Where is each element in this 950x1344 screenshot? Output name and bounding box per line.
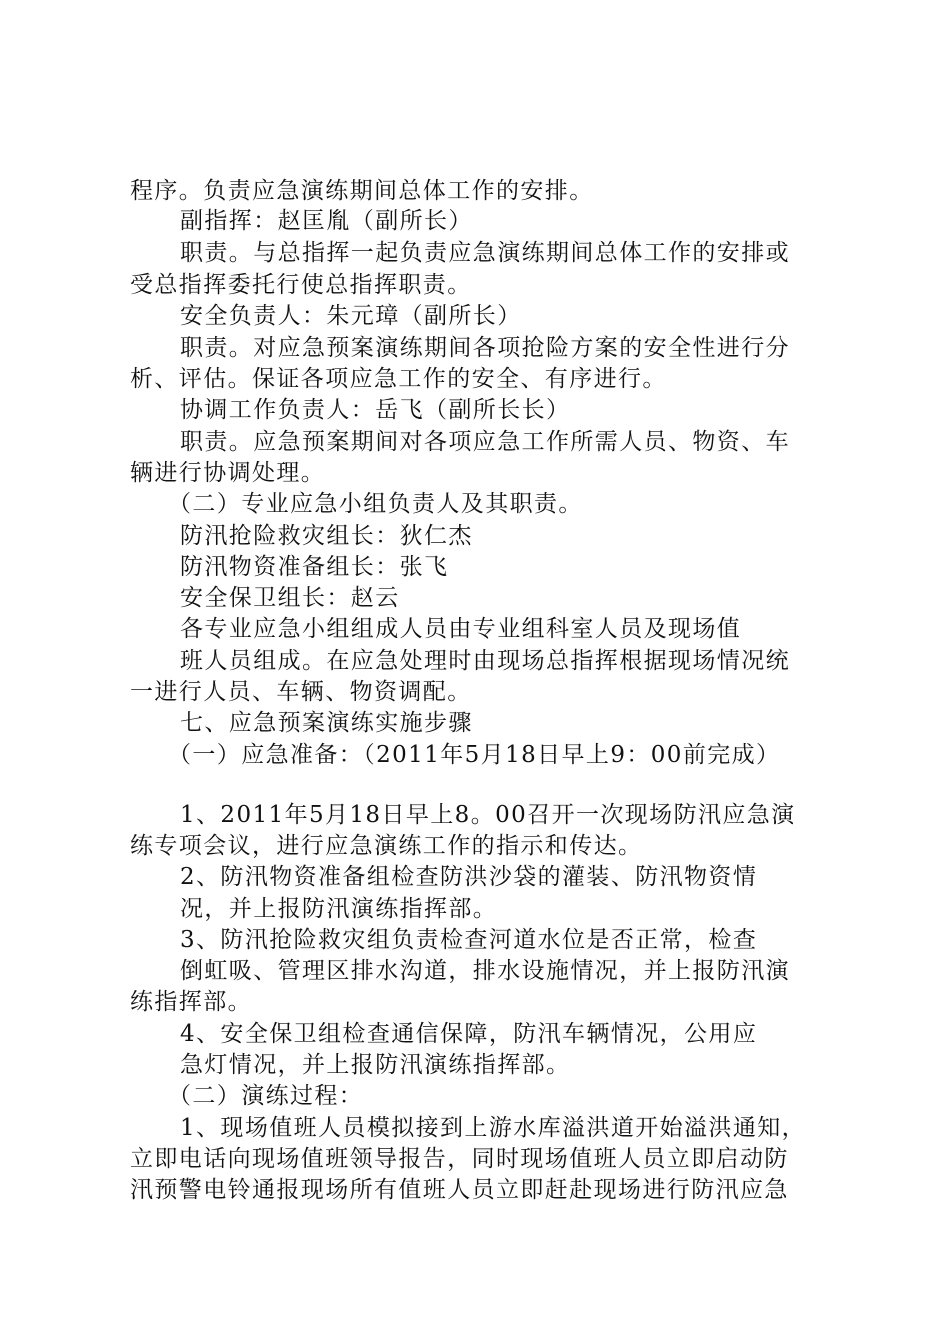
text-line: （一）应急准备：（2011年5月18日早上9：00前完成） (168, 742, 781, 768)
text-line: 辆进行协调处理。 (130, 460, 326, 486)
text-line: 练专项会议，进行应急演练工作的指示和传达。 (130, 833, 643, 859)
text-line: 4、安全保卫组检查通信保障，防汛车辆情况，公用应 (180, 1021, 758, 1047)
text-line: 1、现场值班人员模拟接到上游水库溢洪道开始溢洪通知， (180, 1115, 807, 1141)
text-line: 立即电话向现场值班领导报告，同时现场值班人员立即启动防 (130, 1146, 789, 1172)
text-line: 2、防汛物资准备组检查防洪沙袋的灌装、防汛物资情 (180, 864, 758, 890)
text-line: 协调工作负责人：岳飞（副所长长） (180, 397, 571, 423)
text-line: 安全保卫组长：赵云 (180, 585, 400, 611)
text-line: 各专业应急小组组成人员由专业组科室人员及现场值 (180, 616, 742, 642)
text-line: 析、评估。保证各项应急工作的安全、有序进行。 (130, 366, 667, 392)
text-line: 倒虹吸、管理区排水沟道，排水设施情况，并上报防汛演 (180, 958, 790, 984)
text-line: 况，并上报防汛演练指挥部。 (180, 896, 498, 922)
text-line: 3、防汛抢险救灾组负责检查河道水位是否正常，检查 (180, 927, 758, 953)
text-line: 防汛物资准备组长：张飞 (180, 554, 449, 580)
text-line: 职责。与总指挥一起负责应急演练期间总体工作的安排或 (180, 240, 790, 266)
text-line: 汛预警电铃通报现场所有值班人员立即赶赴现场进行防汛应急 (130, 1177, 789, 1203)
text-line: 急灯情况，并上报防汛演练指挥部。 (180, 1052, 571, 1078)
text-line: 安全负责人：朱元璋（副所长） (180, 303, 522, 329)
text-line: 职责。对应急预案演练期间各项抢险方案的安全性进行分 (180, 335, 790, 361)
text-line: 练指挥部。 (130, 989, 252, 1015)
text-line: 副指挥：赵匡胤（副所长） (180, 208, 473, 234)
text-line: 防汛抢险救灾组长：狄仁杰 (180, 523, 473, 549)
text-line: （二）专业应急小组负责人及其职责。 (168, 491, 583, 517)
text-line: 班人员组成。在应急处理时由现场总指挥根据现场情况统 (180, 648, 790, 674)
text-line: （二）演练过程： (168, 1083, 364, 1109)
text-line: 程序。负责应急演练期间总体工作的安排。 (130, 178, 594, 204)
text-line: 职责。应急预案期间对各项应急工作所需人员、物资、车 (180, 429, 790, 455)
text-line: 受总指挥委托行使总指挥职责。 (130, 272, 472, 298)
text-line: 一进行人员、车辆、物资调配。 (130, 679, 472, 705)
text-line: 七、应急预案演练实施步骤 (180, 710, 473, 736)
text-line: 1、2011年5月18日早上8。00召开一次现场防汛应急演 (180, 802, 796, 828)
